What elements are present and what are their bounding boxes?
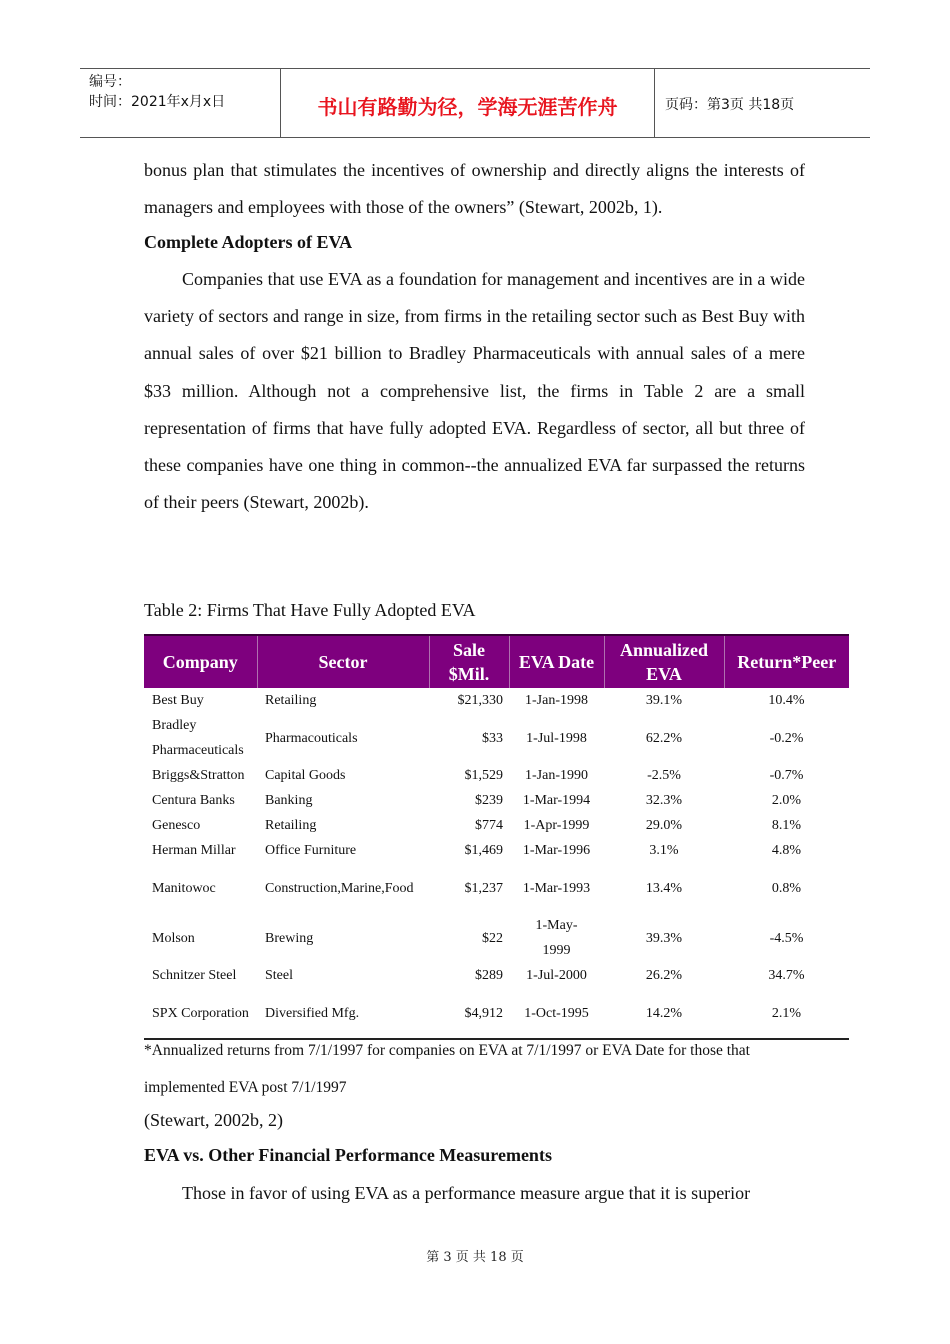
cell-company: Herman Millar [152,843,236,858]
cell-company: Best Buy [152,693,204,708]
cell-annualized-eva: 39.1% [645,693,683,708]
table-row [144,713,849,763]
cell-company: SPX Corporation [144,988,257,1039]
cell-eva-date: 1-Apr-1999 [523,818,590,833]
cell-company: Genesco [152,818,201,833]
cell-eva-date: 1-Mar-1993 [522,880,591,896]
table-row [144,838,849,863]
cell-annualized-eva: 62.2% [645,730,683,746]
table-row [144,788,849,813]
date-label: 时间：2021年x月x日 [89,94,226,110]
cell-company: Briggs&Stratton [152,768,245,783]
cell-annualized-eva: 14.2% [604,988,724,1039]
cell-eva-date: 1-Mar-1996 [522,843,591,858]
cell-sector: Pharmacouticals [265,730,358,746]
cell-sector: Capital Goods [265,768,346,783]
cell-sector: Brewing [265,930,314,946]
table-row [144,813,849,838]
cell-sale: $4,912 [429,988,509,1039]
cell-return-peer: -0.2% [769,730,804,746]
cell-annualized-eva: 32.3% [645,793,683,808]
table-footnote: *Annualized returns from 7/1/1997 for companies on EVA at 7/1/1997 or EVA Date for those that implemented EVA post 7/1/1997 [144,1042,750,1096]
cell-annualized-eva: 26.2% [645,968,683,983]
cell-sale: $33 [482,730,503,746]
cell-sale: $774 [475,818,503,833]
paragraph-top-text: bonus plan that stimulates the incentives of ownership and directly aligns the interests of managers and employees with those of the owners” (Stewart, 2002b, 1). [144,160,805,218]
cell-eva-date: 1-Jul-1998 [526,730,587,746]
col-header-return-peer: Return*Peer [724,635,849,688]
table-row [144,863,849,913]
cell-sale: $1,469 [464,843,503,858]
cell-company: Schnitzer Steel [152,968,237,983]
cell-return-peer: 2.1% [724,988,849,1039]
cell-return-peer: 0.8% [771,880,802,896]
cell-return-peer: 2.0% [771,793,802,808]
section-heading-eva-vs-other: EVA vs. Other Financial Performance Measurements [144,1145,552,1165]
cell-sector: Construction,Marine,Food [265,880,414,896]
cell-return-peer: 4.8% [771,843,802,858]
cell-sector: Diversified Mfg. [257,988,429,1039]
cell-return-peer: -4.5% [769,930,804,946]
page-footer: 第 3 页 共 18 页 [426,1250,524,1265]
eva-firms-table [144,634,849,1040]
serial-label: 编号： [89,74,131,90]
table-row [144,963,849,988]
cell-sale: $22 [482,930,503,946]
cell-sector: Steel [265,968,293,983]
paragraph-last [144,1175,805,1212]
page-header [80,68,870,138]
section-heading-complete-adopters: Complete Adopters of EVA [144,232,353,252]
cell-annualized-eva: -2.5% [647,768,681,783]
table-row [144,688,849,713]
cell-company: Molson [152,930,195,946]
cell-sale: $1,529 [464,768,503,783]
cell-sale: $21,330 [457,693,503,708]
cell-sale: $289 [475,968,503,983]
cell-annualized-eva: 13.4% [645,880,683,896]
paragraph-main-text: Companies that use EVA as a foundation for management and incentives are in a wide variety of sectors and range in size, from firms in the retailing sector such as Best Buy with annual sales of over $21 billion to Bradley Pharmaceuticals with annual sales of a mere $33 million. Although not a comprehensive list, the firms in Table 2 are a small representation of firms that have fully adopted EVA. Regardless of sector, all but three of these companies have one thing in common--the annualized EVA far surpassed the returns of their peers (Stewart, 2002b). [144,269,805,513]
col-header-company: Company [144,635,257,688]
table-source: (Stewart, 2002b, 2) [144,1110,283,1130]
cell-sale: $1,237 [464,880,503,896]
cell-sector: Retailing [265,818,317,833]
cell-eva-date: 1-Jul-2000 [526,968,587,983]
cell-sector: Retailing [265,693,317,708]
col-header-annualized-eva: Annualized EVA [604,635,724,688]
cell-sector: Office Furniture [265,843,357,858]
paragraph-top [144,152,805,226]
header-page-cell [655,69,870,137]
table-row [144,913,849,963]
cell-annualized-eva: 29.0% [645,818,683,833]
page-label: 页码：第3页 共18页 [665,97,795,113]
header-info-cell [80,69,281,137]
cell-eva-date: 1-Oct-1995 [509,988,604,1039]
cell-eva-date: 1-Jan-1990 [525,768,588,783]
cell-sale: $239 [475,793,503,808]
table-caption: Table 2: Firms That Have Fully Adopted EVA [144,600,476,620]
table-row [144,763,849,788]
cell-sector: Banking [265,793,313,808]
cell-eva-date: 1-Jan-1998 [525,693,588,708]
cell-return-peer: -0.7% [769,768,804,783]
cell-eva-date: 1-May-1999 [535,918,578,958]
cell-annualized-eva: 3.1% [649,843,679,858]
col-header-sector: Sector [257,635,429,688]
paragraph-last-text: Those in favor of using EVA as a performance measure argue that it is superior [182,1183,751,1203]
motto: 书山有路勤为径，学海无涯苦作舟 [317,95,618,119]
table-header-row [144,635,849,688]
col-header-eva-date: EVA Date [509,635,604,688]
cell-company: Centura Banks [152,793,235,808]
cell-annualized-eva: 39.3% [645,930,683,946]
header-motto-cell [281,69,655,137]
cell-return-peer: 10.4% [768,693,805,708]
cell-return-peer: 34.7% [768,968,805,983]
cell-company: Bradley Pharmaceuticals [152,718,244,758]
cell-return-peer: 8.1% [771,818,802,833]
cell-eva-date: 1-Mar-1994 [522,793,591,808]
col-header-sale: Sale $Mil. [429,635,509,688]
cell-company: Manitowoc [152,880,216,896]
paragraph-main [144,261,805,521]
